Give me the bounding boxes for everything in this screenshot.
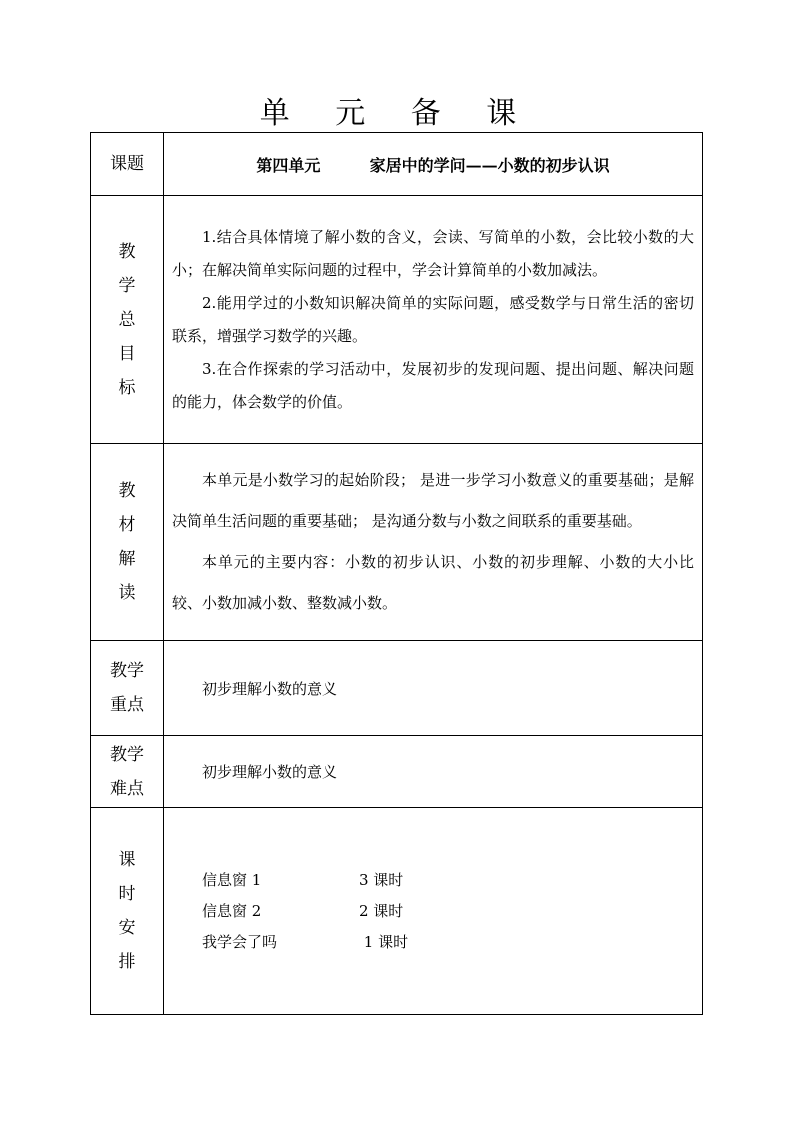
schedule-label-char: 安 xyxy=(118,918,136,938)
schedule-cell xyxy=(164,808,703,1015)
analysis-paragraph: 本单元是小数学习的起始阶段； 是进一步学习小数意义的重要基础；是解决简单生活问题的重要基础； 是沟通分数与小数之间联系的重要基础。 xyxy=(172,471,694,530)
goals-cell xyxy=(164,196,703,444)
unit-number: 第四单元 xyxy=(256,155,321,175)
subject-row xyxy=(91,133,703,196)
document-title: 单 元 备 课 xyxy=(259,96,535,131)
subject-label: 课题 xyxy=(91,133,164,196)
lesson-plan-table xyxy=(90,132,703,1015)
goals-label-char: 标 xyxy=(118,377,136,398)
difficulty-label-line: 难点 xyxy=(110,778,144,799)
schedule-label xyxy=(91,808,164,1015)
schedule-item-hours: 1 课时 xyxy=(359,932,409,951)
goals-label xyxy=(91,196,164,444)
schedule-row xyxy=(91,808,703,1015)
analysis-label-char: 读 xyxy=(118,583,136,603)
goal-paragraph: 3.在合作探索的学习活动中，发展初步的发现问题、提出问题、解决问题的能力，体会数学的价值。 xyxy=(172,359,694,411)
schedule-item-hours: 3 课时 xyxy=(359,870,404,889)
schedule-item xyxy=(164,865,702,896)
goals-row xyxy=(91,196,703,444)
difficulty-text: 初步理解小数的意义 xyxy=(202,763,338,781)
key-point-label-line: 教学 xyxy=(110,661,144,681)
schedule-item-hours: 2 课时 xyxy=(359,901,404,920)
key-point-label-line: 重点 xyxy=(110,695,144,715)
subject-cell xyxy=(164,133,703,196)
schedule-label-char: 时 xyxy=(118,884,136,904)
key-point-label xyxy=(91,641,164,736)
difficulty-row xyxy=(91,736,703,808)
analysis-row xyxy=(91,444,703,641)
goals-label-char: 教 xyxy=(118,241,136,262)
goals-label-char: 目 xyxy=(118,343,136,364)
difficulty-label xyxy=(91,736,164,808)
analysis-label-char: 材 xyxy=(118,515,136,535)
goal-paragraph: 1.结合具体情境了解小数的含义，会读、写简单的小数，会比较小数的大小；在解决简单实际问题的过程中，学会计算简单的小数加减法。 xyxy=(172,227,694,279)
analysis-paragraph: 本单元的主要内容：小数的初步认识、小数的初步理解、小数的大小比较、小数加减小数、整数减小数。 xyxy=(172,553,694,612)
schedule-item-name: 我学会了吗 xyxy=(202,932,278,951)
goal-paragraph: 2.能用学过的小数知识解决简单的实际问题，感受数学与日常生活的密切联系，增强学习数学的兴趣。 xyxy=(172,293,694,345)
analysis-cell xyxy=(164,444,703,641)
schedule-item xyxy=(164,896,702,927)
analysis-label-char: 解 xyxy=(118,549,136,569)
schedule-item-name: 信息窗 2 xyxy=(202,901,262,920)
goals-label-char: 学 xyxy=(118,275,136,296)
schedule-label-char: 课 xyxy=(118,850,136,870)
schedule-item-name: 信息窗 1 xyxy=(202,870,262,889)
analysis-label xyxy=(91,444,164,641)
schedule-item xyxy=(164,927,702,958)
difficulty-cell xyxy=(164,736,703,808)
key-point-row xyxy=(91,641,703,736)
goals-label-char: 总 xyxy=(118,309,136,330)
key-point-cell xyxy=(164,641,703,736)
difficulty-label-line: 教学 xyxy=(110,744,144,765)
unit-topic: 家居中的学问——小数的初步认识 xyxy=(369,155,610,175)
analysis-label-char: 教 xyxy=(118,481,136,501)
schedule-label-char: 排 xyxy=(118,952,136,972)
key-point-text: 初步理解小数的意义 xyxy=(202,679,338,698)
